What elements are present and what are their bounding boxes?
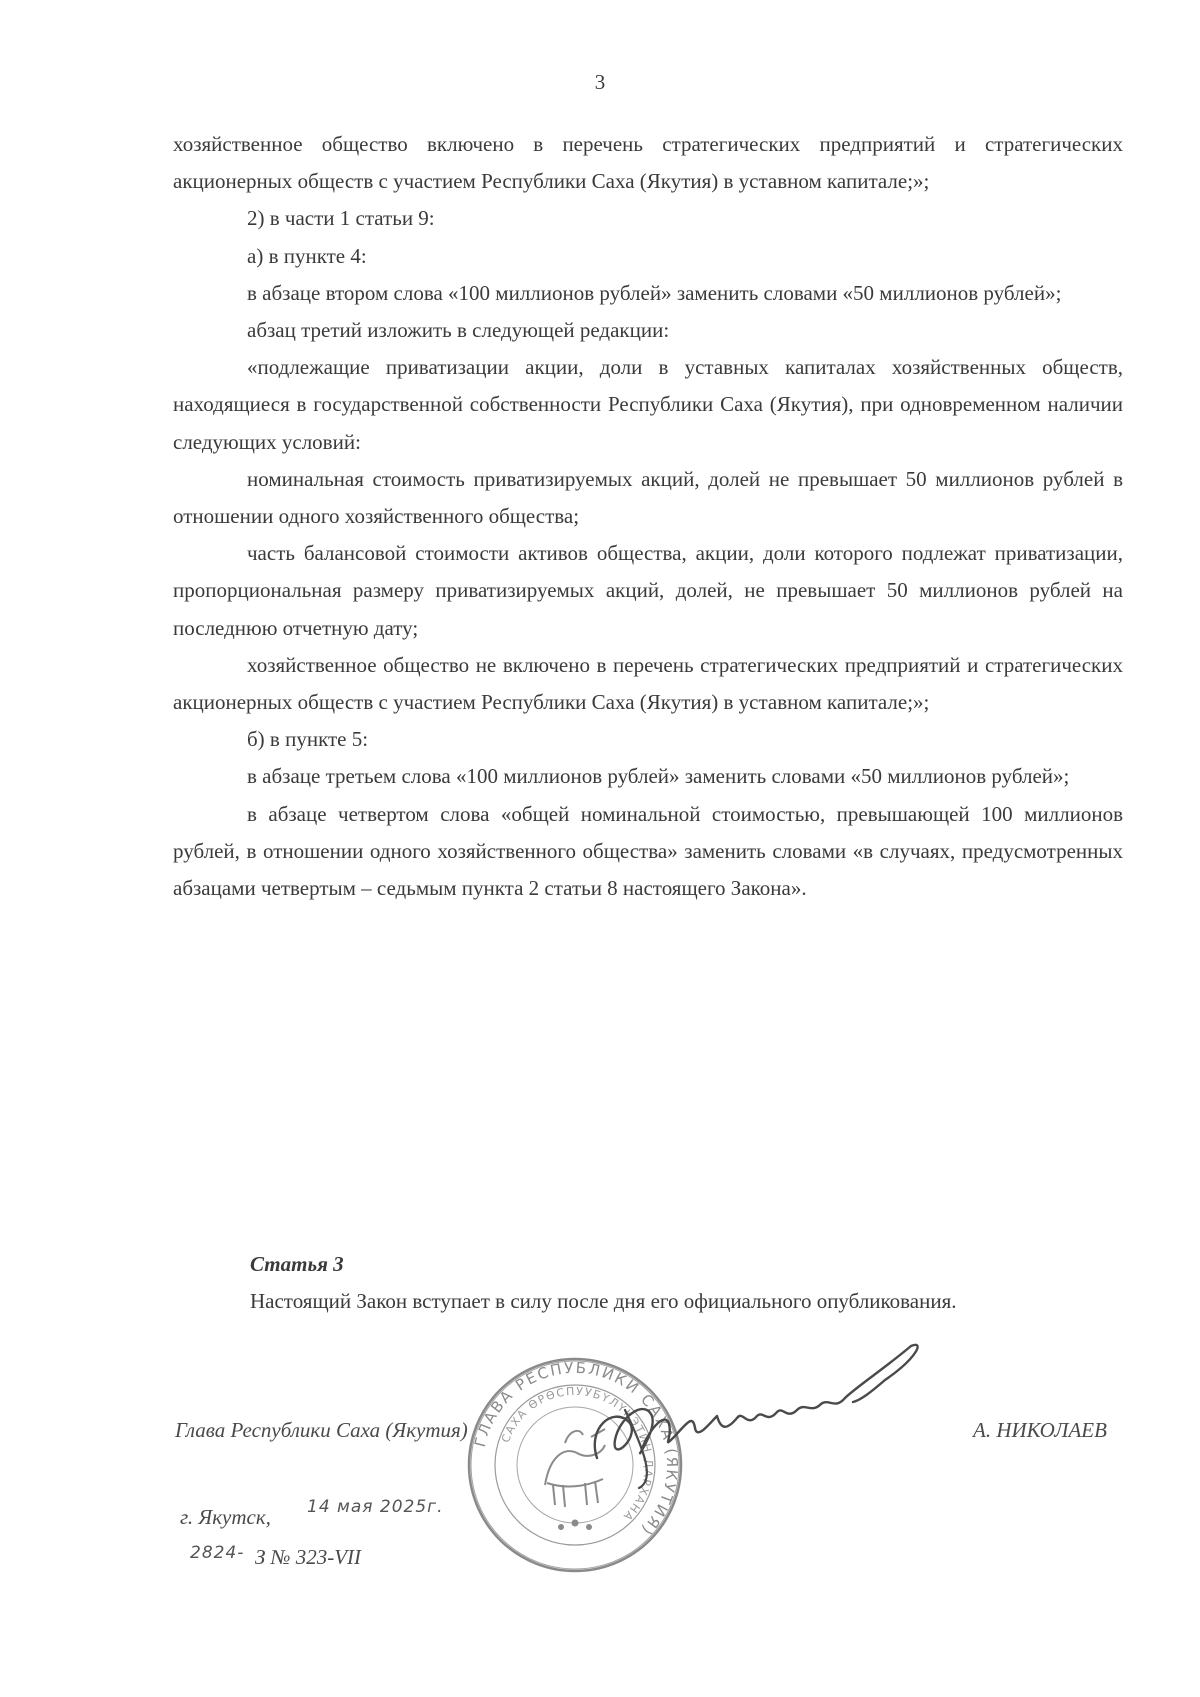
place-of-signing: г. Якутск, <box>180 1505 271 1529</box>
article-heading: Статья 3 <box>250 1252 344 1276</box>
paragraph: в абзаце третьем слова «100 миллионов рублей» заменить словами «50 миллионов рублей»; <box>247 764 1070 789</box>
paragraph: в абзаце четвертом слова «общей номинальной стоимостью, превышающей 100 миллионов рублей, в отношении одного хозяйственного общества» заменить словами «в случаях, предусмотренных абзацами четвертым – седьмым пункта 2 статьи 8 настоящего Закона». <box>173 801 1123 901</box>
paragraph: а) в пункте 4: <box>247 243 367 268</box>
paragraph: абзац третий изложить в следующей редакции: <box>247 318 670 343</box>
paragraph: номинальная стоимость приватизируемых акций, долей не превышает 50 миллионов рублей в отношении одного хозяйственного общества; <box>173 466 1123 529</box>
page-number: 3 <box>594 70 606 94</box>
paragraph: часть балансовой стоимости активов общества, акции, доли которого подлежат приватизации, пропорциональная размеру приватизируемых акций, долей, не превышает 50 миллионов рублей на последнюю отчетную дату; <box>173 541 1123 640</box>
law-number: З № 323-VII <box>255 1545 362 1569</box>
signatory-position: Глава Республики Саха (Якутия) <box>175 1418 468 1442</box>
paragraph: «подлежащие приватизации акции, доли в уставных капиталах хозяйственных обществ, находящиеся в государственной собственности Республики Саха (Якутия), при одновременном наличии следующих условий: <box>173 355 1123 454</box>
paragraph: б) в пункте 5: <box>247 727 369 752</box>
paragraph: хозяйственное общество не включено в перечень стратегических предприятий и стратегических акционерных обществ с участием Республики Саха (Якутия) в уставном капитале;»; <box>173 652 1123 715</box>
handwritten-number: 2824- <box>190 1543 245 1563</box>
paragraph: хозяйственное общество включено в перечень стратегических предприятий и стратегических акционерных обществ с участием Республики Саха (Якутия) в уставном капитале;»; <box>173 132 1123 194</box>
handwritten-signature <box>585 1340 955 1490</box>
paragraph: в абзаце втором слова «100 миллионов рублей» заменить словами «50 миллионов рублей»; <box>247 280 1062 305</box>
paragraph: 2) в части 1 статьи 9: <box>247 206 435 231</box>
handwritten-date: 14 мая 2025г. <box>307 1497 444 1517</box>
seal-inner-text: САХА ӨРӨСПУУБҮЛҮКЭТИН ДАРХАНА <box>498 1384 656 1524</box>
document-body <box>173 126 1123 907</box>
signatory-name: А. НИКОЛАЕВ <box>973 1418 1107 1442</box>
article-text: Настоящий Закон вступает в силу после дня его официального опубликования. <box>250 1289 957 1313</box>
seal-outer-text: ГЛАВА РЕСПУБЛИКИ САХА (ЯКУТИЯ) <box>470 1358 682 1540</box>
